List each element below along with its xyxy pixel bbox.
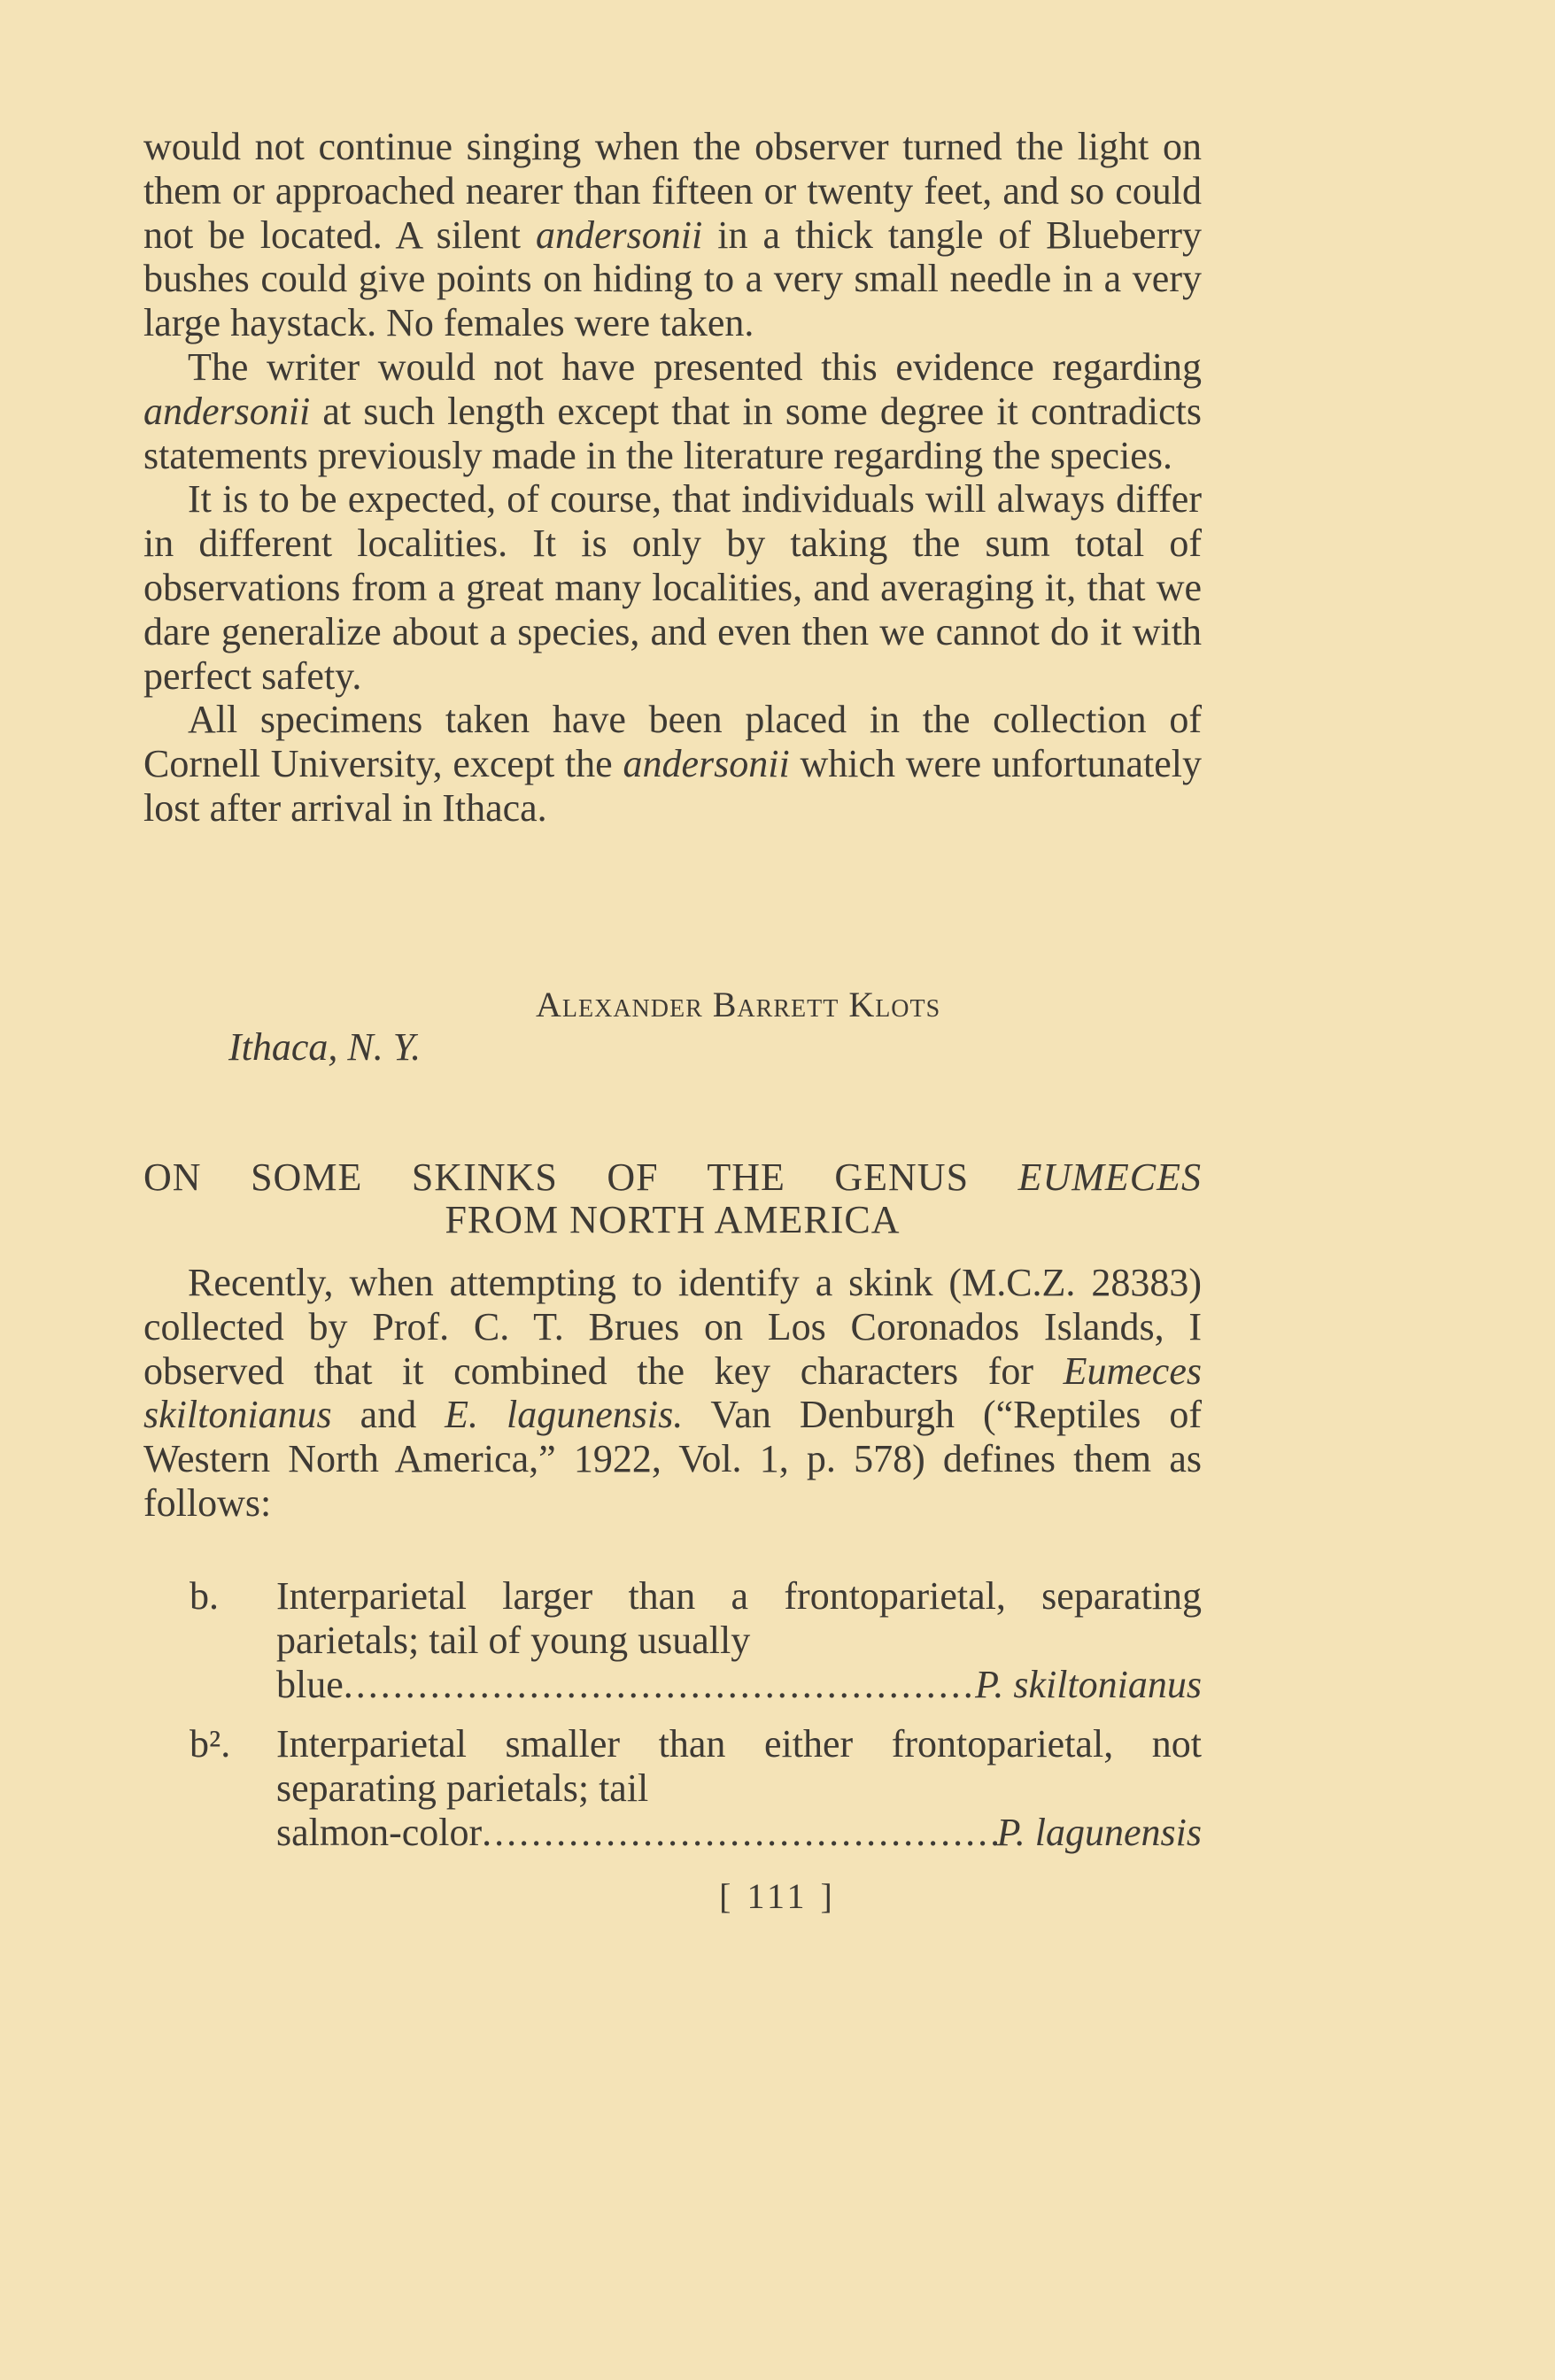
key-entry: [143, 1722, 1202, 1854]
key-leader-line: [276, 1811, 1202, 1855]
species-name: andersonii: [623, 742, 790, 786]
key-description: [276, 1574, 1202, 1706]
paragraph-text: Van Denburgh (“Reptiles of Western North America,” 1922, Vol. 1, p. 578) defines them as follows:: [143, 1393, 1202, 1525]
page-number: [ 111 ]: [719, 1876, 836, 1916]
paragraph-text: would not continue singing when the observer turned the light on them or approached nearer than fifteen or twenty feet, and so could not be located. A silent: [143, 125, 1202, 257]
paragraph-text: All specimens taken have been placed in the collection of Cornell University, except the: [143, 698, 1202, 786]
article-body: [143, 1261, 1202, 1526]
key-text: Interparietal smaller than either frontoparietal, not separating parietals; tail: [276, 1722, 1202, 1811]
author-signature: Alexander Barrett Klots: [536, 985, 941, 1024]
key-letter: b.: [190, 1574, 219, 1618]
paragraph-4: [143, 698, 1202, 830]
paragraph-text: The writer would not have presented this evidence regarding: [188, 344, 1202, 389]
species-name: andersonii: [536, 212, 703, 257]
species-name: andersonii: [143, 389, 311, 433]
key-text: Interparietal larger than a frontoparietal, separating parietals; tail of young usually: [276, 1574, 1202, 1662]
key-species-name: P. skiltonianus: [975, 1662, 1202, 1706]
genus-name: EUMECES: [1017, 1155, 1202, 1199]
dot-leader: [344, 1663, 975, 1707]
paragraph-text: in a thick tangle of Blueberry bushes could give points on hiding to a very small needle in a very large haystack. No females were taken.: [143, 212, 1203, 345]
identification-key: [143, 1574, 1202, 1871]
paragraph-3: [143, 477, 1202, 698]
paragraph-text: Recently, when attempting to identify a skink (M.C.Z. 28383) collected by Prof. C. T. Brues on Los Coronados Islands, I observed that it combined the key characters for: [143, 1261, 1202, 1393]
heading-text: ON SOME SKINKS OF THE GENUS: [143, 1155, 1018, 1199]
key-description: [276, 1722, 1202, 1854]
article-heading: [143, 1156, 1202, 1241]
key-species-name: P. lagunensis: [996, 1810, 1202, 1854]
key-letter: b².: [190, 1722, 231, 1766]
key-entry: [143, 1574, 1202, 1706]
heading-line-1: [143, 1156, 1202, 1199]
species-name: E. lagunensis.: [445, 1393, 684, 1437]
species-name: Eumeces skiltonianus: [143, 1348, 1202, 1437]
article-continuation: [143, 125, 1202, 831]
paragraph-text: which were unfortunately lost after arrival in Ithaca.: [143, 742, 1202, 830]
paragraph-intro: [143, 1261, 1202, 1526]
key-last-word: salmon-color: [276, 1810, 483, 1854]
paragraph-text: and: [331, 1393, 445, 1437]
paragraph-2: [143, 345, 1202, 477]
heading-line-2: FROM NORTH AMERICA: [445, 1198, 901, 1241]
author-location: Ithaca, N. Y.: [228, 1025, 422, 1069]
key-last-word: blue: [276, 1662, 344, 1706]
key-leader-line: [276, 1663, 1202, 1707]
paragraph-text: It is to be expected, of course, that individuals will always differ in different localities. It is only by taking the sum total of observations from a great many localities, and averaging it, that we dare generalize about a species, and even then we cannot do it with perfect safety.: [143, 477, 1202, 698]
paragraph-text: at such length except that in some degree it contradicts statements previously made in the literature regarding the species.: [143, 389, 1202, 477]
paragraph-1: [143, 125, 1202, 345]
dot-leader: [482, 1811, 996, 1855]
